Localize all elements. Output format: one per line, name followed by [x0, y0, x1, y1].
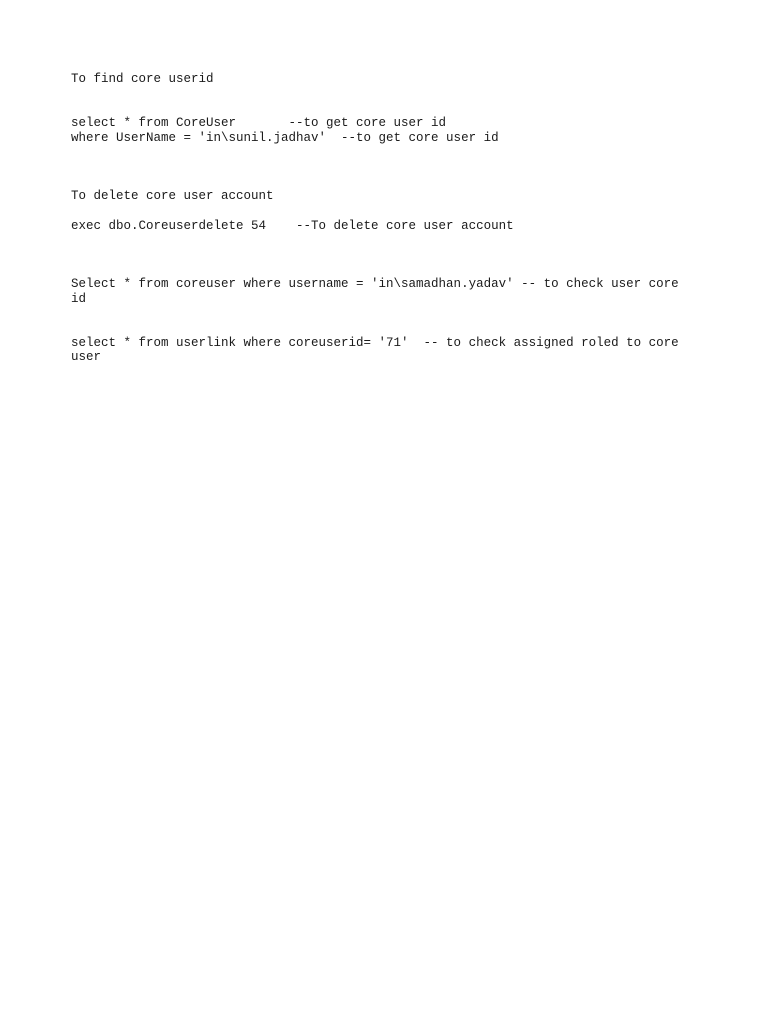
sql-select-coreuser-username-wrap: id	[71, 292, 87, 306]
sql-select-userlink-line: select * from userlink where coreuserid= '71' -- to check assigned roled to core	[71, 336, 679, 350]
sql-exec-delete-line: exec dbo.Coreuserdelete 54 --To delete core user account	[71, 219, 514, 233]
sql-select-coreuser-line: select * from CoreUser --to get core user id	[71, 116, 447, 130]
sql-select-userlink-wrap: user	[71, 350, 102, 364]
sql-select-coreuser-username-line: Select * from coreuser where username = 'in\samadhan.yadav' -- to check user core	[71, 277, 679, 291]
heading-find-core-userid: To find core userid	[71, 72, 214, 86]
heading-delete-core-user: To delete core user account	[71, 189, 274, 203]
sql-where-username-line: where UserName = 'in\sunil.jadhav' --to get core user id	[71, 131, 499, 145]
